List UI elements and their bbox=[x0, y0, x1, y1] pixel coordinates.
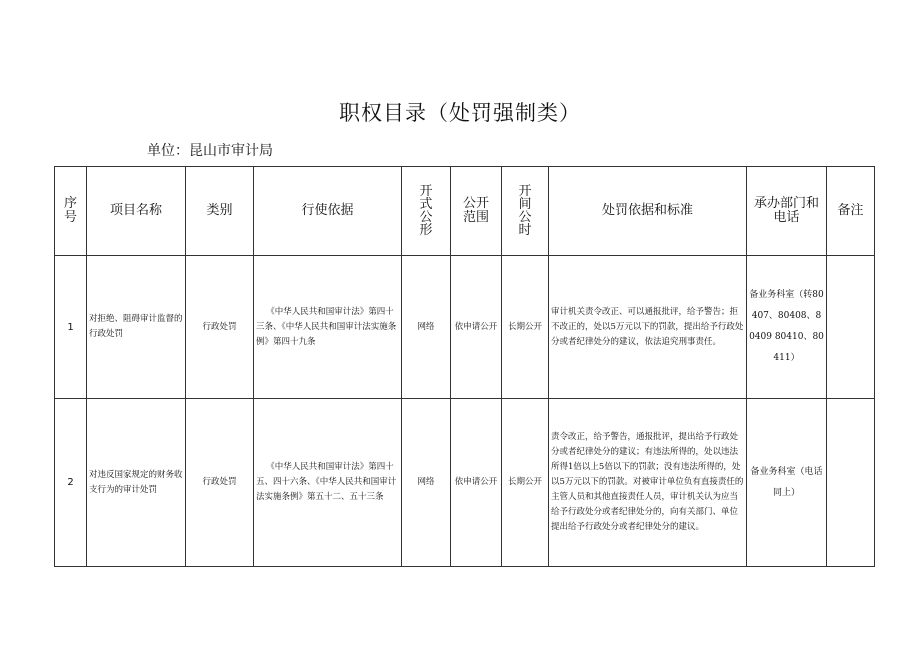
row-name: 对拒绝、阻碍审计监督的行政处罚 bbox=[87, 256, 186, 399]
header-open-form: 开式公形 bbox=[402, 167, 451, 256]
header-dept: 承办部门和电话 bbox=[747, 167, 827, 256]
header-basis: 行使依据 bbox=[254, 167, 402, 256]
table-header-row bbox=[55, 167, 875, 256]
header-penalty: 处罚依据和标准 bbox=[549, 167, 747, 256]
row-remark bbox=[827, 399, 875, 567]
row-dept: 备业务科室（转80407、80408、80409 80410、80411） bbox=[747, 256, 827, 399]
row-dept: 备业务科室（电话同上） bbox=[747, 399, 827, 567]
row-penalty: 责令改正，给予警告，通报批评，提出给予行政处分或者纪律处分的建议；有违法所得的，处以违法所得1倍以上5倍以下的罚款；没有违法所得的，处以5万元以下的罚款。对被审计单位负有直接责任的主管人员和其他直接责任人员，审计机关认为应当给予行政处分或者纪律处分的，向有关部门、单位提出给予行政处分或者纪律处分的建议。 bbox=[549, 399, 747, 567]
row-open-time: 长期公开 bbox=[502, 256, 549, 399]
row-open-scope: 依申请公开 bbox=[451, 399, 502, 567]
header-seq: 序号 bbox=[55, 167, 87, 256]
row-basis: 《中华人民共和国审计法》第四十三条、《中华人民共和国审计法实施条例》第四十九条 bbox=[254, 256, 402, 399]
table-row bbox=[55, 256, 875, 399]
row-seq: 2 bbox=[55, 399, 87, 567]
row-category: 行政处罚 bbox=[186, 399, 254, 567]
header-category: 类别 bbox=[186, 167, 254, 256]
row-seq: 1 bbox=[55, 256, 87, 399]
row-category: 行政处罚 bbox=[186, 256, 254, 399]
row-open-form: 网络 bbox=[402, 399, 451, 567]
page-title: 职权目录（处罚强制类） bbox=[339, 101, 581, 125]
table-row bbox=[55, 399, 875, 567]
authority-table bbox=[54, 166, 875, 567]
row-basis: 《中华人民共和国审计法》第四十五、四十六条、《中华人民共和国审计法实施条例》第五十二、五十三条 bbox=[254, 399, 402, 567]
row-remark bbox=[827, 256, 875, 399]
row-name: 对违反国家规定的财务收支行为的审计处罚 bbox=[87, 399, 186, 567]
row-open-scope: 依申请公开 bbox=[451, 256, 502, 399]
unit-label: 单位：昆山市审计局 bbox=[147, 143, 273, 159]
header-open-scope: 公开范围 bbox=[451, 167, 502, 256]
header-name: 项目名称 bbox=[87, 167, 186, 256]
row-penalty: 审计机关责令改正、可以通报批评，给予警告；拒不改正的，处以5万元以下的罚款，提出给予行政处分或者纪律处分的建议，依法追究刑事责任。 bbox=[549, 256, 747, 399]
header-remark: 备注 bbox=[827, 167, 875, 256]
row-open-time: 长期公开 bbox=[502, 399, 549, 567]
row-open-form: 网络 bbox=[402, 256, 451, 399]
header-open-time: 开间公时 bbox=[502, 167, 549, 256]
